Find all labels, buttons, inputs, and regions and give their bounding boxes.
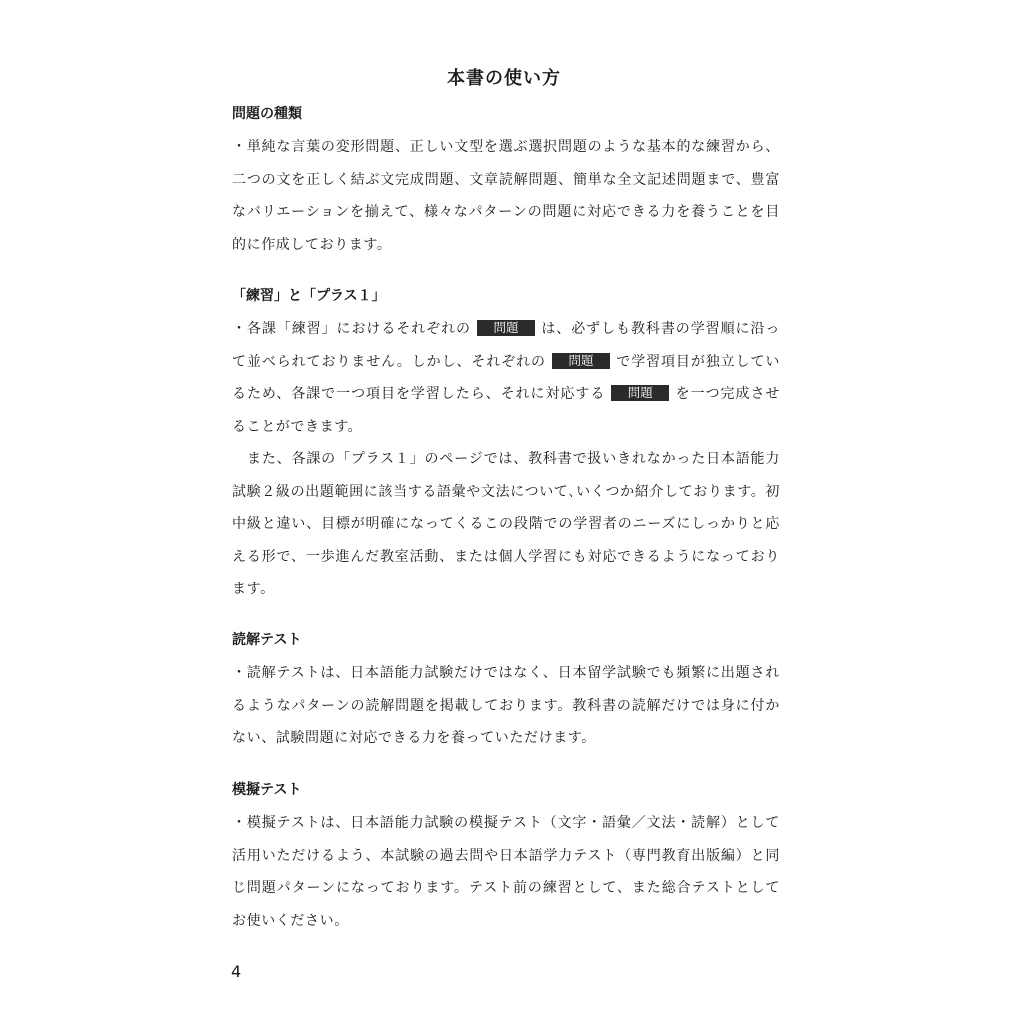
section-question-types bbox=[232, 104, 780, 261]
paragraph-practice-part-1: ・各課「練習」におけるそれぞれの bbox=[232, 321, 471, 337]
section-heading-question-types: 問題の種類 bbox=[232, 106, 302, 122]
section-heading-practice-plus-one: 「練習」と「プラス１」 bbox=[232, 288, 386, 304]
paragraph-reading-test: ・読解テストは、日本語能力試験だけではなく、日本留学試験でも頻繁に出題されるようなパターンの読解問題を掲載しております。教科書の読解だけでは身に付かない、試験問題に対応できる力を養っていただけます。 bbox=[232, 665, 780, 746]
paragraph-practice bbox=[232, 313, 780, 443]
page-number: 4 bbox=[231, 962, 242, 981]
section-practice-plus-one bbox=[232, 286, 780, 606]
section-heading-reading-test: 読解テスト bbox=[232, 632, 302, 648]
section-reading-test bbox=[232, 630, 780, 755]
mondai-tag: 問題 bbox=[552, 353, 610, 369]
paragraph-mock-test: ・模擬テストは、日本語能力試験の模擬テスト（文字・語彙／文法・読解）として活用いただけるよう、本試験の過去問や日本語学力テスト（専門教育出版編）と同じ問題パターンになっております。テスト前の練習として、また総合テストとしてお使いください。 bbox=[232, 815, 780, 929]
paragraph-plus-one: また、各課の「プラス１」のページでは、教科書で扱いきれなかった日本語能力試験２級の出題範囲に該当する語彙や文法について､いくつか紹介しております。初中級と違い、目標が明確になってくるこの段階での学習者のニーズにしっかりと応える形で、一歩進んだ教室活動、または個人学習にも対応できるようになっております。 bbox=[232, 451, 780, 597]
mondai-tag: 問題 bbox=[611, 385, 669, 401]
paragraph-practice-part-4: を一つ完成させることができます。 bbox=[232, 386, 780, 435]
section-mock-test bbox=[232, 780, 780, 937]
paragraph-practice-part-2: は、必ずしも教科書の学習順に沿って並べられておりません。しかし、それぞれの bbox=[232, 321, 780, 370]
section-heading-mock-test: 模擬テスト bbox=[232, 782, 302, 798]
paragraph-question-types: ・単純な言葉の変形問題、正しい文型を選ぶ選択問題のような基本的な練習から、二つの文を正しく結ぶ文完成問題、文章読解問題、簡単な全文記述問題まで、豊富なバリエーションを揃えて、様々なパターンの問題に対応できる力を養うことを目的に作成しております。 bbox=[232, 139, 780, 253]
paragraph-practice-part-3: で学習項目が独立しているため、各課で一つ項目を学習したら、それに対応する bbox=[232, 353, 780, 402]
mondai-tag: 問題 bbox=[477, 320, 535, 336]
page-title: 本書の使い方 bbox=[447, 68, 561, 89]
